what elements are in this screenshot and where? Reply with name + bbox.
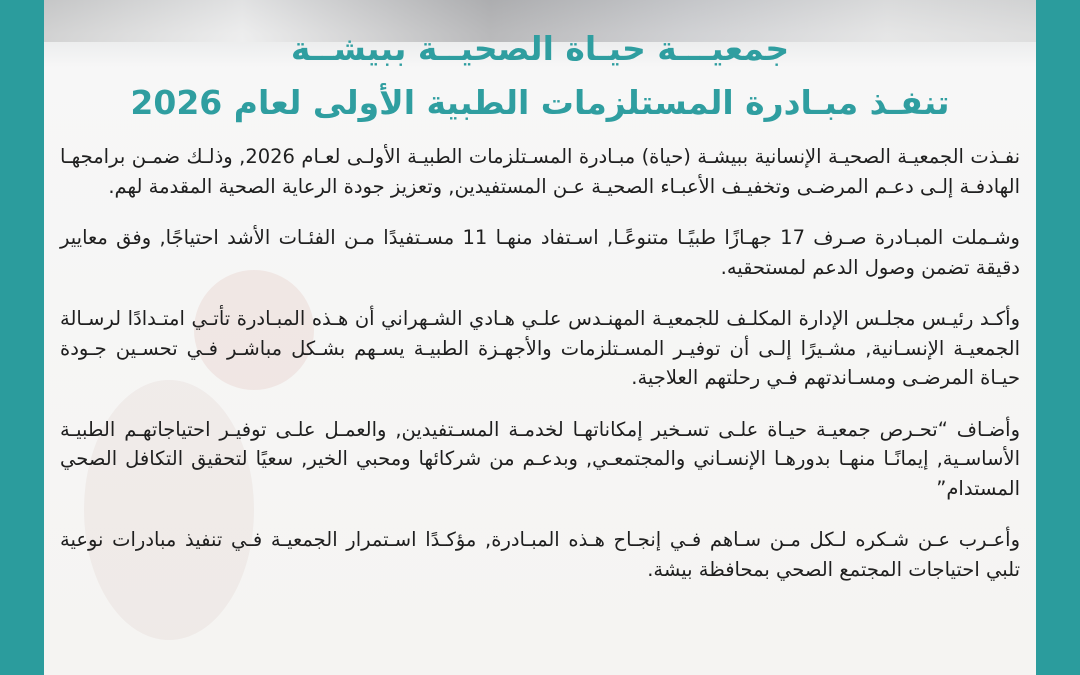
paragraph-5: وأعـرب عـن شـكره لـكل مـن سـاهم فـي إنجـاح هـذه المبـادرة, مؤكـدًا اسـتمرار الجمعيـة فـي تنفيذ مبادرات نوعية تلبي احتياجات المجتمع الصحي بمحافظة بيشة. (60, 528, 1020, 581)
paragraph-4: وأضـاف “تحـرص جمعيـة حيـاة علـى تسـخير إمكاناتهـا لخدمـة المسـتفيدين, والعمـل علـى توفيـر احتياجاتهـم الطبيـة الأساسـية, إيمانًـا منهـا بدورهـا الإنسـاني والمجتمعـي, وبدعـم من شركائها ومحبي الخير, سعيًا لتحقيق التكافل الصحي المستدام” (60, 417, 1020, 500)
article-content (60, 22, 1020, 606)
paragraph-1: نفـذت الجمعيـة الصحيـة الإنسانية ببيشـة (حياة) مبـادرة المسـتلزمات الطبيـة الأولـى لعـام 2026, وذلـك ضمـن برامجهـا الهادفـة إلـى دعـم المرضـى وتخفيـف الأعبـاء الصحيـة عـن المستفيدين, وتعزيز جودة الرعاية الصحية المقدمة لهم. (60, 145, 1020, 198)
paragraph-3: وأكـد رئيـس مجلـس الإدارة المكلـف للجمعيـة المهنـدس علـي هـادي الشـهراني أن هـذه المبـادرة تأتـي امتـدادًا لرسـالة الجمعيـة الإنسـانية, مشـيرًا إلـى أن توفيـر المسـتلزمات والأجهـزة الطبيـة يسـهم بشـكل مباشـر فـي تحسـين جـودة حيـاة المرضـى ومسـاندتهم فـي رحلتهم العلاجية. (60, 307, 1020, 389)
article-card (44, 0, 1036, 675)
article-body (60, 142, 1020, 584)
headline-line-2: تنفـذ مبـادرة المستلزمات الطبية الأولى لعام 2026 (130, 83, 950, 122)
paragraph-2: وشـملت المبـادرة صـرف 17 جهـازًا طبيًـا متنوعًـا, اسـتفاد منهـا 11 مسـتفيدًا مـن الفئـات الأشد احتياجًا, وفق معايير دقيقة تضمن وصول الدعم لمستحقيه. (60, 226, 1020, 279)
headline-line-1: جمعيـــة حيـاة الصحيــة ببيشــة (290, 29, 790, 68)
